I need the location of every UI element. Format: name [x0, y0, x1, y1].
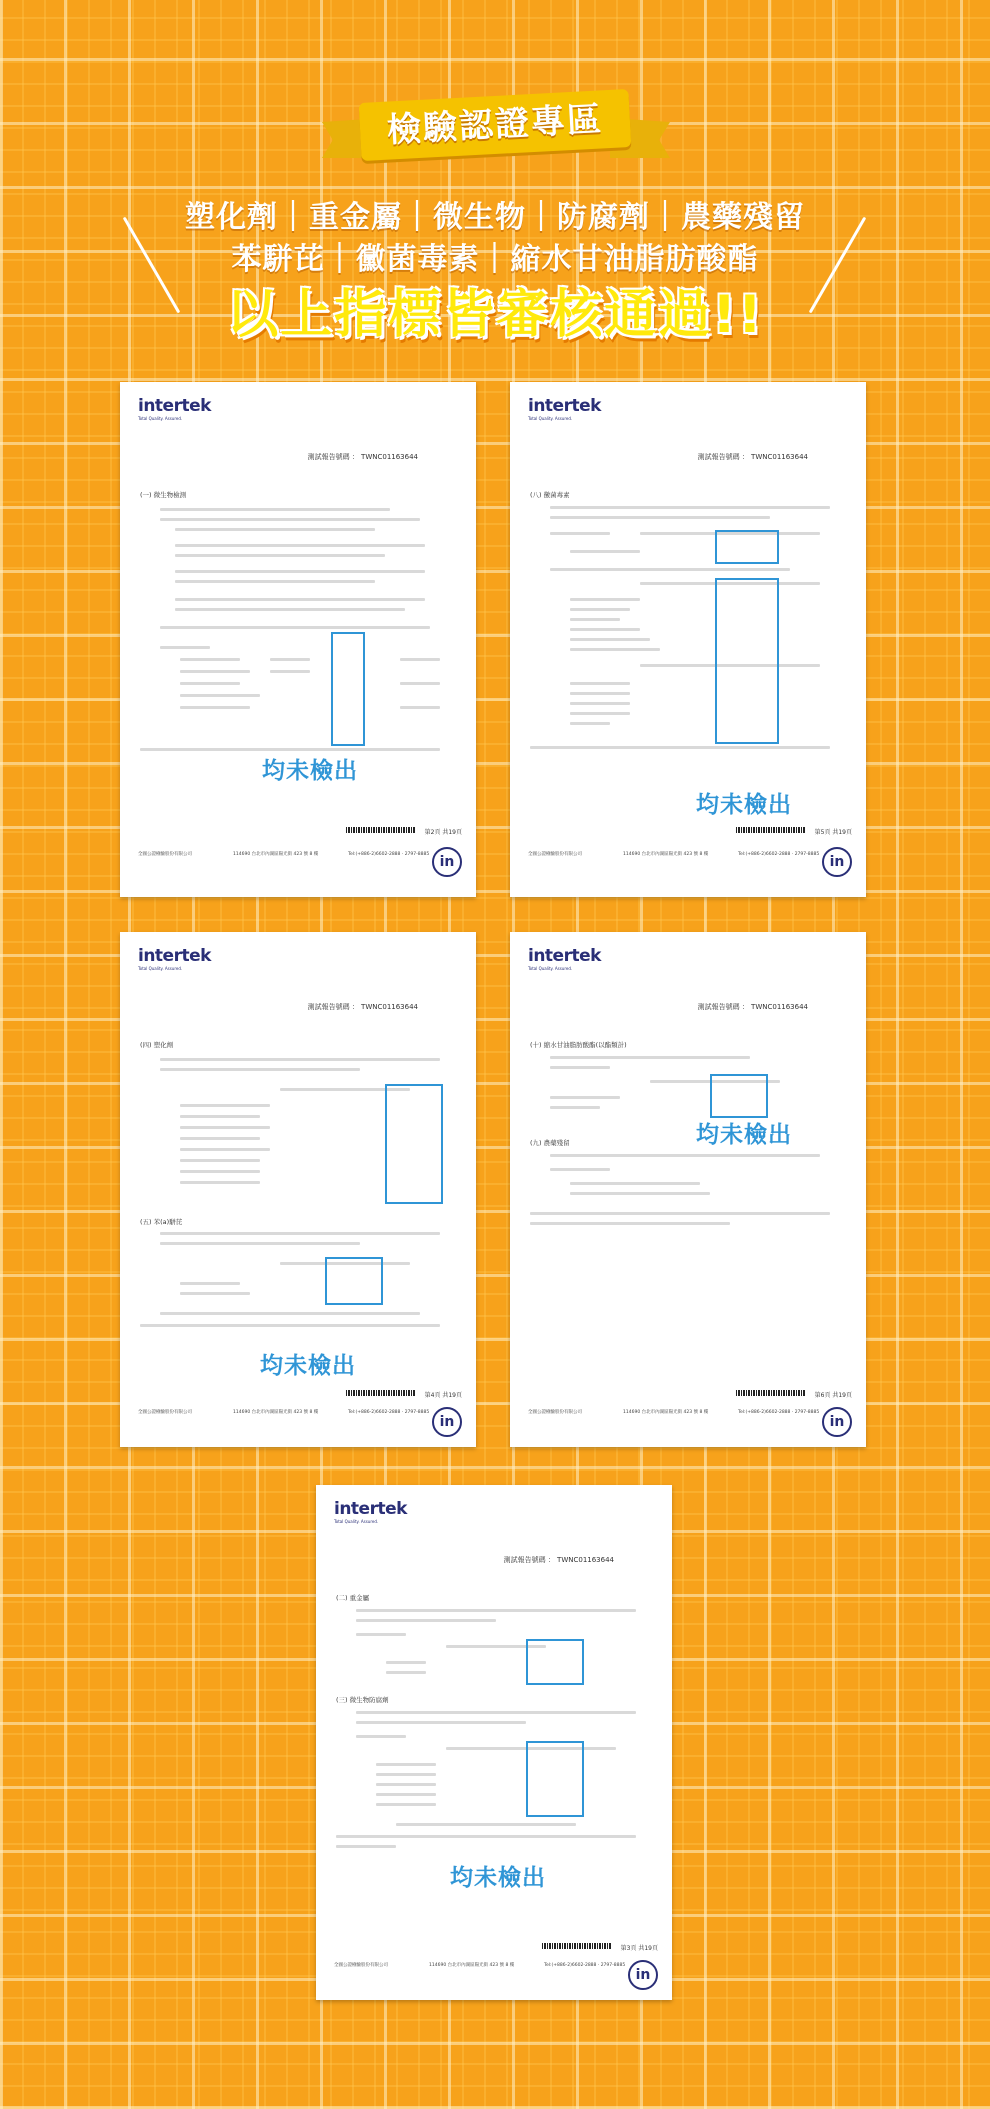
- footer-text: 全國公證檢驗股份有限公司: [528, 1410, 582, 1415]
- page-number: 第5頁 共19頁: [814, 829, 852, 836]
- footer-text: Tel:(+886-2)6602-2888 · 2797-8885: [544, 1963, 626, 1968]
- report-text-line: [530, 1212, 830, 1215]
- report-text-line: [530, 1222, 730, 1225]
- result-label: 均未檢出: [696, 792, 792, 818]
- report-number: 測試報告號碼 ： TWNC01163644: [307, 1003, 418, 1011]
- intertek-logo: intertek: [528, 396, 601, 416]
- logo-tagline: Total Quality. Assured.: [334, 1519, 379, 1524]
- section-title-2: (九) 農藥殘留: [530, 1139, 570, 1147]
- intertek-badge-icon: in: [432, 847, 462, 877]
- footer-text: Tel:(+886-2)6602-2888 · 2797-8885: [348, 1410, 430, 1415]
- footer-text: 全國公證檢驗股份有限公司: [138, 852, 192, 857]
- section-title: (八) 黴菌毒素: [530, 491, 570, 499]
- report-text-line: [160, 1242, 360, 1245]
- report-text-line: [376, 1763, 436, 1766]
- footer-text: Tel:(+886-2)6602-2888 · 2797-8885: [348, 852, 430, 857]
- report-text-line: [530, 746, 830, 749]
- logo-tagline: Total Quality. Assured.: [138, 416, 183, 421]
- report-text-line: [570, 598, 640, 601]
- report-text-line: [160, 1068, 360, 1071]
- test-category-line-2: 苯駢芘｜黴菌毒素｜縮水甘油脂肪酸酯: [231, 242, 759, 277]
- report-text-line: [175, 598, 425, 601]
- report-text-line: [140, 1324, 440, 1327]
- footer-text: 全國公證檢驗股份有限公司: [138, 1410, 192, 1415]
- footer-text: 114690 台北市內湖區陽光街 423 號 8 樓: [623, 852, 709, 857]
- report-text-line: [570, 712, 630, 715]
- report-number: 測試報告號碼 ： TWNC01163644: [307, 453, 418, 461]
- footer-text: 114690 台北市內湖區陽光街 423 號 8 樓: [233, 852, 319, 857]
- intertek-logo: intertek: [334, 1499, 407, 1519]
- report-text-line: [376, 1793, 436, 1796]
- report-text-line: [400, 658, 440, 661]
- report-text-line: [180, 1181, 260, 1184]
- ribbon-title: 檢驗認證專區: [386, 99, 604, 151]
- report-text-line: [400, 706, 440, 709]
- report-text-line: [550, 532, 610, 535]
- report-text-line: [356, 1619, 496, 1622]
- not-detected-highlight: [325, 1257, 383, 1305]
- report-text-line: [160, 646, 210, 649]
- page-number: 第4頁 共19頁: [424, 1392, 462, 1399]
- report-text-line: [180, 694, 260, 697]
- intertek-badge-icon: in: [432, 1407, 462, 1437]
- not-detected-highlight: [710, 1074, 768, 1118]
- page-number: 第2頁 共19頁: [424, 829, 462, 836]
- not-detected-highlight: [715, 578, 779, 744]
- report-text-line: [180, 1148, 270, 1151]
- report-footer: [138, 1410, 458, 1428]
- report-text-line: [570, 692, 630, 695]
- report-text-line: [160, 1058, 440, 1061]
- result-label: 均未檢出: [262, 758, 358, 784]
- report-number: 測試報告號碼 ： TWNC01163644: [503, 1556, 614, 1564]
- intertek-logo: intertek: [138, 396, 211, 416]
- report-text-line: [160, 518, 420, 521]
- report-text-line: [570, 550, 640, 553]
- barcode: [736, 827, 806, 833]
- report-text-line: [550, 506, 830, 509]
- barcode: [346, 1390, 416, 1396]
- footer-text: 114690 台北市內湖區陽光街 423 號 8 樓: [429, 1963, 515, 1968]
- report-text-line: [175, 528, 375, 531]
- report-text-line: [570, 682, 630, 685]
- report-text-line: [180, 658, 240, 661]
- logo-tagline: Total Quality. Assured.: [528, 416, 573, 421]
- report-text-line: [386, 1671, 426, 1674]
- headline: 以上指標皆審核通過!!: [226, 285, 764, 345]
- footer-text: Tel:(+886-2)6602-2888 · 2797-8885: [738, 1410, 820, 1415]
- report-card-microbiology: [120, 382, 476, 897]
- report-text-line: [336, 1845, 396, 1848]
- not-detected-highlight: [526, 1639, 584, 1685]
- report-text-line: [160, 1232, 440, 1235]
- report-text-line: [356, 1721, 526, 1724]
- report-card-plasticizer: [120, 932, 476, 1447]
- not-detected-highlight: [715, 530, 779, 564]
- report-text-line: [570, 608, 630, 611]
- report-text-line: [550, 1106, 600, 1109]
- report-footer: [334, 1963, 654, 1981]
- report-card-glycidyl-esters: [510, 932, 866, 1447]
- report-text-line: [570, 648, 660, 651]
- report-footer: [528, 1410, 848, 1428]
- report-text-line: [180, 1292, 250, 1295]
- report-card-heavy-metals: [316, 1485, 672, 2000]
- barcode: [736, 1390, 806, 1396]
- report-text-line: [180, 1104, 270, 1107]
- not-detected-highlight: [385, 1084, 443, 1204]
- footer-text: 114690 台北市內湖區陽光街 423 號 8 樓: [233, 1410, 319, 1415]
- report-text-line: [180, 1159, 260, 1162]
- intertek-badge-icon: in: [628, 1960, 658, 1990]
- report-text-line: [180, 670, 250, 673]
- report-text-line: [175, 608, 405, 611]
- report-text-line: [570, 1192, 710, 1195]
- footer-text: 全國公證檢驗股份有限公司: [528, 852, 582, 857]
- report-text-line: [160, 626, 430, 629]
- report-text-line: [175, 580, 375, 583]
- report-text-line: [180, 1115, 260, 1118]
- section-title: (一) 微生物檢測: [140, 491, 187, 499]
- report-text-line: [356, 1711, 636, 1714]
- report-number: 測試報告號碼 ： TWNC01163644: [697, 1003, 808, 1011]
- test-category-line-1: 塑化劑｜重金屬｜微生物｜防腐劑｜農藥殘留: [185, 200, 805, 235]
- footer-text: 全國公證檢驗股份有限公司: [334, 1963, 388, 1968]
- report-text-line: [180, 1282, 240, 1285]
- intertek-logo: intertek: [528, 946, 601, 966]
- report-text-line: [570, 628, 640, 631]
- report-text-line: [396, 1823, 576, 1826]
- report-number: 測試報告號碼 ： TWNC01163644: [697, 453, 808, 461]
- report-text-line: [180, 682, 240, 685]
- result-label: 均未檢出: [450, 1865, 546, 1891]
- report-text-line: [570, 722, 610, 725]
- intertek-logo: intertek: [138, 946, 211, 966]
- section-title: (四) 塑化劑: [140, 1041, 174, 1049]
- barcode: [346, 827, 416, 833]
- report-text-line: [180, 1137, 260, 1140]
- report-text-line: [570, 702, 630, 705]
- report-text-line: [175, 554, 385, 557]
- report-text-line: [270, 670, 310, 673]
- result-label: 均未檢出: [696, 1122, 792, 1148]
- section-title: (十) 縮水甘油脂肪酸酯(以酯類計): [530, 1041, 627, 1049]
- report-text-line: [180, 1126, 270, 1129]
- report-card-mycotoxin: [510, 382, 866, 897]
- logo-tagline: Total Quality. Assured.: [528, 966, 573, 971]
- report-text-line: [356, 1609, 636, 1612]
- report-text-line: [376, 1783, 436, 1786]
- footer-text: Tel:(+886-2)6602-2888 · 2797-8885: [738, 852, 820, 857]
- intertek-badge-icon: in: [822, 847, 852, 877]
- barcode: [542, 1943, 612, 1949]
- section-title-2: (五) 苯(a)駢芘: [140, 1218, 183, 1226]
- report-text-line: [550, 1096, 620, 1099]
- report-text-line: [180, 1170, 260, 1173]
- section-title-2: (三) 微生物防腐劑: [336, 1696, 389, 1704]
- report-text-line: [550, 1154, 820, 1157]
- report-text-line: [376, 1803, 436, 1806]
- result-label: 均未檢出: [260, 1353, 356, 1379]
- report-text-line: [550, 1066, 610, 1069]
- report-text-line: [550, 1168, 610, 1171]
- report-text-line: [550, 516, 770, 519]
- report-text-line: [175, 544, 425, 547]
- report-text-line: [356, 1633, 406, 1636]
- report-text-line: [400, 682, 440, 685]
- not-detected-highlight: [331, 632, 365, 746]
- intertek-badge-icon: in: [822, 1407, 852, 1437]
- page-number: 第6頁 共19頁: [814, 1392, 852, 1399]
- page-number: 第3頁 共19頁: [620, 1945, 658, 1952]
- logo-tagline: Total Quality. Assured.: [138, 966, 183, 971]
- report-text-line: [570, 618, 620, 621]
- report-text-line: [180, 706, 250, 709]
- report-text-line: [175, 570, 425, 573]
- report-text-line: [570, 638, 650, 641]
- report-text-line: [356, 1735, 406, 1738]
- report-footer: [528, 852, 848, 870]
- report-text-line: [550, 568, 790, 571]
- footer-text: 114690 台北市內湖區陽光街 423 號 8 樓: [623, 1410, 709, 1415]
- report-text-line: [270, 658, 310, 661]
- report-text-line: [570, 1182, 700, 1185]
- report-footer: [138, 852, 458, 870]
- report-text-line: [386, 1661, 426, 1664]
- report-text-line: [140, 748, 440, 751]
- report-text-line: [160, 508, 390, 511]
- section-title: (二) 重金屬: [336, 1594, 370, 1602]
- not-detected-highlight: [526, 1741, 584, 1817]
- report-text-line: [160, 1312, 420, 1315]
- report-text-line: [376, 1773, 436, 1776]
- report-text-line: [336, 1835, 636, 1838]
- report-text-line: [550, 1056, 750, 1059]
